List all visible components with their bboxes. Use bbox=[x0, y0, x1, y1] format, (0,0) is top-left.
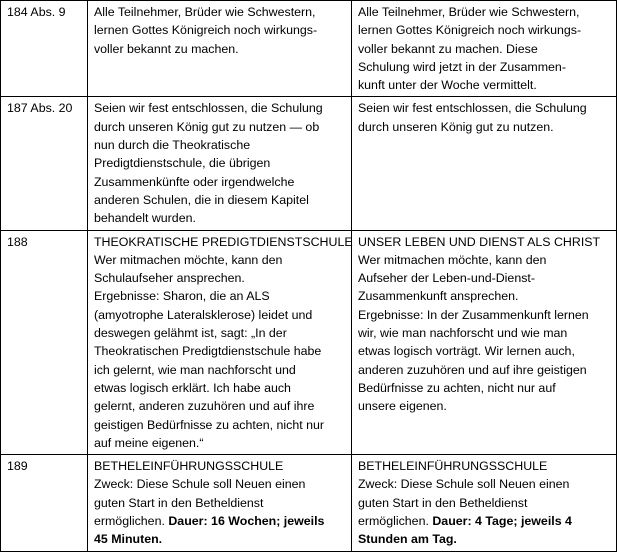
new-text-cell bbox=[351, 1, 616, 97]
text-line: Theokratischen Predigtdienstschule habe bbox=[93, 344, 322, 359]
text-line: Wer mitmachen möchte, kann den bbox=[357, 252, 547, 267]
text-line: voller bekannt zu machen. bbox=[93, 41, 239, 56]
text-line: lernen Gottes Königreich noch wirkungs- bbox=[93, 23, 318, 38]
reference-cell: 184 Abs. 9 bbox=[1, 1, 88, 97]
text-line: unsere eigenen. bbox=[357, 399, 447, 414]
old-text-cell bbox=[87, 1, 351, 97]
text-line: gelernt, anderen zuzuhören und auf ihre bbox=[93, 399, 315, 414]
old-text-cell bbox=[87, 230, 351, 455]
text-line: Seien wir fest entschlossen, die Schulung bbox=[357, 101, 587, 116]
text-line: guten Start in den Betheldienst bbox=[357, 495, 528, 510]
text-line: Zweck: Diese Schule soll Neuen einen bbox=[357, 477, 570, 492]
text-line: Seien wir fest entschlossen, die Schulung bbox=[93, 101, 323, 116]
text-line: Zusammenkunft ansprechen. bbox=[357, 289, 519, 304]
table-row bbox=[1, 230, 617, 455]
text-line bbox=[94, 512, 346, 530]
table-row bbox=[1, 1, 617, 97]
plain-text: ermöglichen. bbox=[93, 514, 169, 529]
text-line: voller bekannt zu machen. Diese bbox=[357, 41, 538, 56]
text-line: behandelt wurden. bbox=[93, 211, 196, 226]
reference-cell: 188 bbox=[1, 230, 88, 455]
text-line: BETHELEINFÜHRUNGSSCHULE bbox=[93, 459, 284, 474]
old-text-cell bbox=[87, 455, 351, 551]
text-line: kunft unter der Woche vermittelt. bbox=[357, 78, 537, 93]
text-line: Schulaufseher ansprechen. bbox=[93, 271, 245, 286]
duration-text: Stunden am Tag. bbox=[357, 532, 457, 547]
text-line: Schulung wird jetzt in der Zusammen- bbox=[357, 59, 566, 74]
text-line: UNSER LEBEN UND DIENST ALS CHRIST bbox=[357, 234, 601, 249]
text-line: Zweck: Diese Schule soll Neuen einen bbox=[93, 477, 306, 492]
text-line: Aufseher der Leben-und-Dienst- bbox=[357, 271, 535, 286]
duration-text: Dauer: 4 Tage; jeweils 4 bbox=[432, 514, 572, 529]
text-line: nun durch die Theokratische bbox=[93, 138, 251, 153]
text-line: lernen Gottes Königreich noch wirkungs- bbox=[357, 23, 582, 38]
text-line: Alle Teilnehmer, Brüder wie Schwestern, bbox=[93, 5, 316, 19]
text-line: Zusammenkünfte oder irgendwelche bbox=[93, 174, 295, 189]
table-row bbox=[1, 455, 617, 551]
old-text-cell bbox=[87, 97, 351, 230]
text-line: durch unseren König gut zu nutzen. bbox=[357, 119, 554, 134]
text-line: auf meine eigenen.“ bbox=[93, 435, 204, 450]
text-line: (amyotrophe Lateralsklerose) leidet und bbox=[93, 307, 313, 322]
text-line: guten Start in den Betheldienst bbox=[93, 495, 264, 510]
text-line: anderen Schulen, die in diesem Kapitel bbox=[93, 192, 309, 207]
text-line: ich gelernt, wie man nachforscht und bbox=[93, 362, 296, 377]
text-line: etwas logisch erklärt. Ich habe auch bbox=[93, 380, 291, 395]
reference-cell: 189 bbox=[1, 455, 88, 551]
text-line: Ergebnisse: Sharon, die an ALS bbox=[93, 289, 270, 304]
text-line: Alle Teilnehmer, Brüder wie Schwestern, bbox=[357, 5, 580, 19]
text-line: Predigtdienstschule, die übrigen bbox=[93, 156, 271, 171]
duration-text: 45 Minuten. bbox=[93, 532, 163, 547]
text-line: THEOKRATISCHE PREDIGTDIENSTSCHULE bbox=[93, 234, 353, 249]
new-text-cell bbox=[351, 455, 616, 551]
plain-text: ermöglichen. bbox=[357, 514, 433, 529]
text-line: wir, wie man nachforscht und wie man bbox=[357, 326, 568, 341]
text-line: durch unseren König gut zu nutzen — ob bbox=[93, 119, 320, 134]
text-line: geistigen Bedürfnisse zu achten, nicht nur bbox=[93, 417, 325, 432]
text-line: Bedürfnisse zu achten, nicht nur auf bbox=[357, 380, 556, 395]
text-line: deswegen gelähmt ist, sagt: „In der bbox=[93, 326, 287, 341]
text-line: BETHELEINFÜHRUNGSSCHULE bbox=[357, 459, 548, 474]
new-text-cell bbox=[351, 230, 616, 455]
new-text-cell bbox=[351, 97, 616, 230]
text-line: Wer mitmachen möchte, kann den bbox=[93, 252, 283, 267]
reference-cell: 187 Abs. 20 bbox=[1, 97, 88, 230]
text-line: etwas logisch vorträgt. Wir lernen auch, bbox=[357, 344, 575, 359]
table-row bbox=[1, 97, 617, 230]
duration-text: Dauer: 16 Wochen; jeweils bbox=[168, 514, 325, 529]
text-line: anderen zuzuhören und auf ihre geistigen bbox=[357, 362, 587, 377]
text-line bbox=[358, 512, 611, 530]
text-line: Ergebnisse: In der Zusammenkunft lernen bbox=[357, 307, 589, 322]
